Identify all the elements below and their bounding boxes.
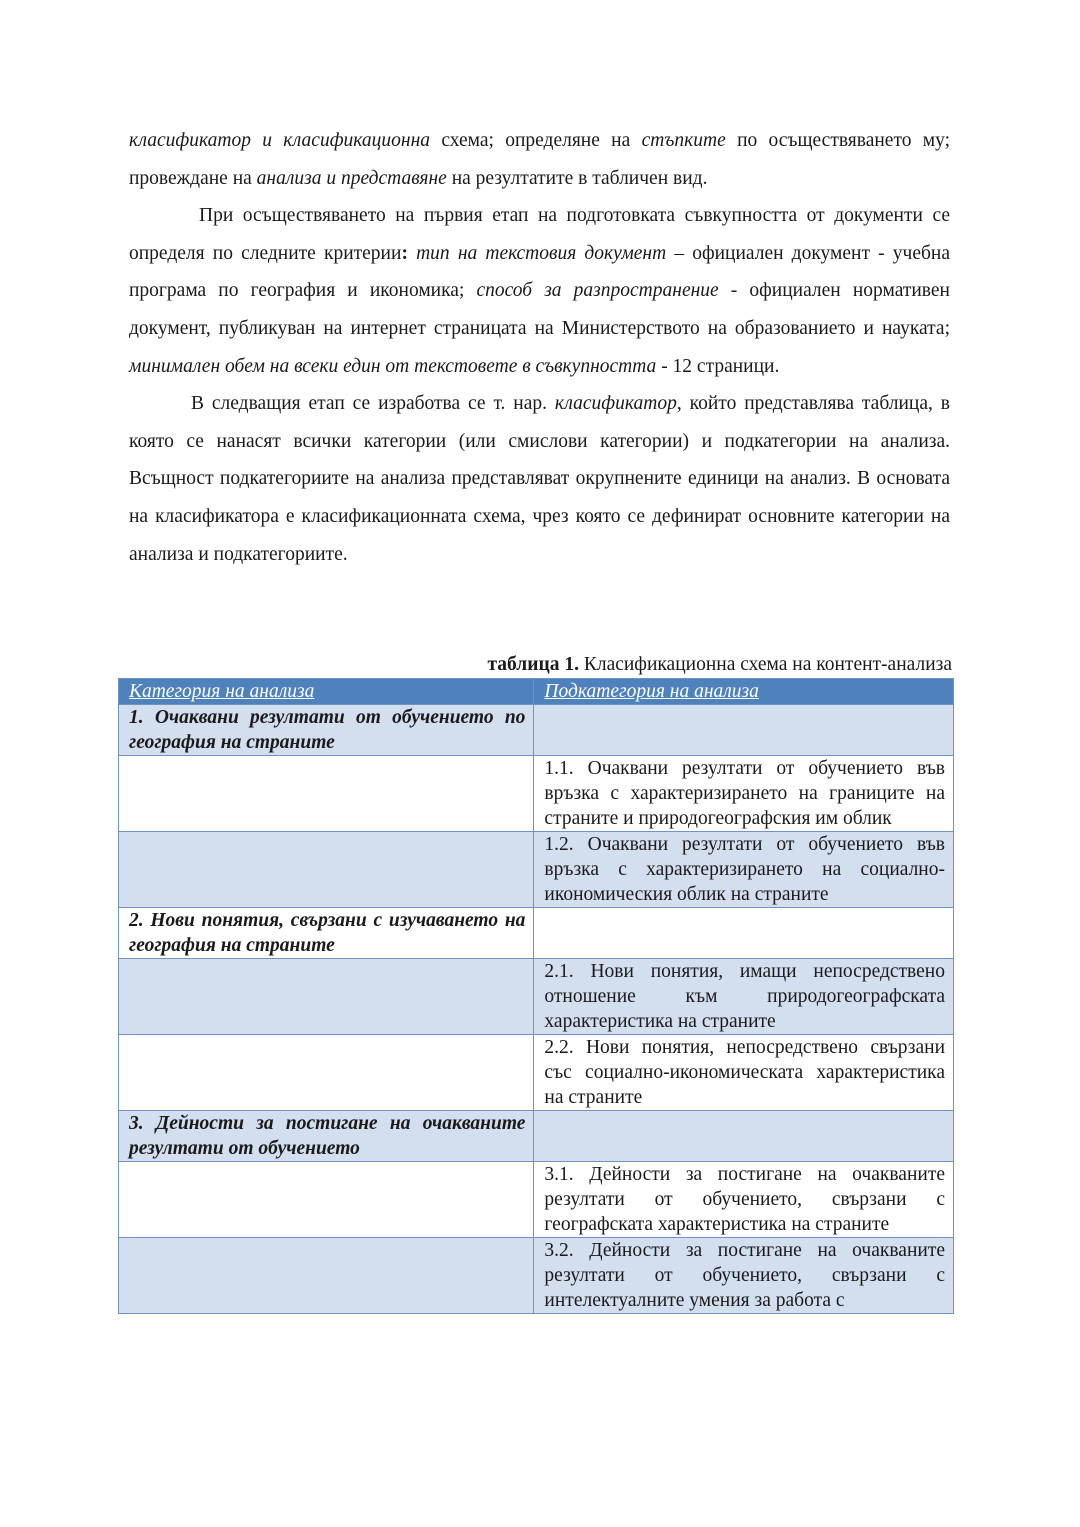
category-cell [119,1162,534,1238]
category-cell: 3. Дейности за постигане на очакваните резултати от обучението [119,1111,534,1162]
paragraph-1-text-3: на резултатите в табличен вид. [446,167,708,189]
table-row [119,1238,954,1314]
paragraph-2 [129,197,950,385]
table-row [119,908,954,959]
category-cell [119,1035,534,1111]
table-caption [118,654,952,676]
paragraph-1-italic-3: анализа и представяне [256,167,447,189]
paragraph-2-text-4: - 12 страници. [656,355,780,377]
paragraph-2-text-2: – официален документ - учебна програма по география и икономика; [129,242,951,302]
category-cell [119,832,534,908]
table-row [119,1035,954,1111]
category-cell [119,959,534,1035]
table-caption-label: таблица 1. [487,654,579,675]
table-row [119,832,954,908]
category-cell: 2. Нови понятия, свързани с изучаването на география на страните [119,908,534,959]
subcategory-cell [534,1111,954,1162]
table-row [119,1111,954,1162]
table-row [119,1162,954,1238]
paragraph-3 [129,385,950,573]
table-row [119,959,954,1035]
paragraph-3-text-2: , който представлява таблица, в която се нанасят всички категории (или смислови категории) и подкатегории на анализа. Всъщност подкатегориите на анализа представляват окрупнените единици на анализ. В основата на класификатора е класификационната схема, чрез която се дефинират основните категории на анализа и подкатегориите. [129,393,950,565]
paragraph-2-italic-3: минимален обем на всеки един от текстовете в съвкупността [129,355,657,377]
paragraph-1-italic-1: класификатор и класификационна [129,130,431,151]
paragraph-1-text-2: по осъществяването му; провеждане на [129,130,951,189]
table-row [119,705,954,756]
classification-table [118,678,954,1314]
paragraph-2-text-1: При осъществяването на първия етап на подготовката съвкупността от документи се определя по следните критерии [129,205,950,264]
subcategory-cell: 2.2. Нови понятия, непосредствено свързани със социално-икономическата характеристика на страните [534,1035,954,1111]
subcategory-cell: 1.2. Очаквани резултати от обучението във връзка с характеризирането на социално-икономическия облик на страните [534,832,954,908]
table-row [119,756,954,832]
subcategory-cell [534,908,954,959]
category-cell [119,1238,534,1314]
header-subcategory: Подкатегория на анализа [534,679,954,705]
subcategory-cell [534,705,954,756]
paragraph-2-italic-2: способ за разпространение [476,280,719,302]
paragraph-1 [129,122,950,197]
subcategory-cell: 3.2. Дейности за постигане на очакваните резултати от обучението, свързани с интелектуалните умения за работа с [534,1238,954,1314]
paragraph-1-text-1: схема; определяне на [430,130,642,151]
paragraph-2-colon: : [401,242,408,264]
category-cell [119,756,534,832]
paragraph-2-space [408,243,416,264]
paragraph-3-text-1: В следващия етап се изработва се т. нар. [191,393,555,415]
category-cell: 1. Очаквани резултати от обучението по география на страните [119,705,534,756]
table-header-row [119,679,954,705]
paragraph-2-italic-1: тип на текстовия документ [416,242,667,264]
paragraph-1-italic-2: стъпките [641,130,726,151]
paragraph-3-italic-1: класификатор [554,393,677,415]
subcategory-cell: 2.1. Нови понятия, имащи непосредствено отношение към природогеографската характеристика на страните [534,959,954,1035]
header-category: Категория на анализа [119,679,534,705]
body-text [129,122,950,573]
subcategory-cell: 3.1. Дейности за постигане на очакваните резултати от обучението, свързани с географската характеристика на страните [534,1162,954,1238]
subcategory-cell: 1.1. Очаквани резултати от обучението във връзка с характеризирането на границите на страните и природогеографския им облик [534,756,954,832]
paragraph-2-text-3: - официален нормативен документ, публикуван на интернет страницата на Министерството на образованието и науката; [129,280,950,339]
table-caption-text: Класификационна схема на контент-анализа [578,654,952,675]
